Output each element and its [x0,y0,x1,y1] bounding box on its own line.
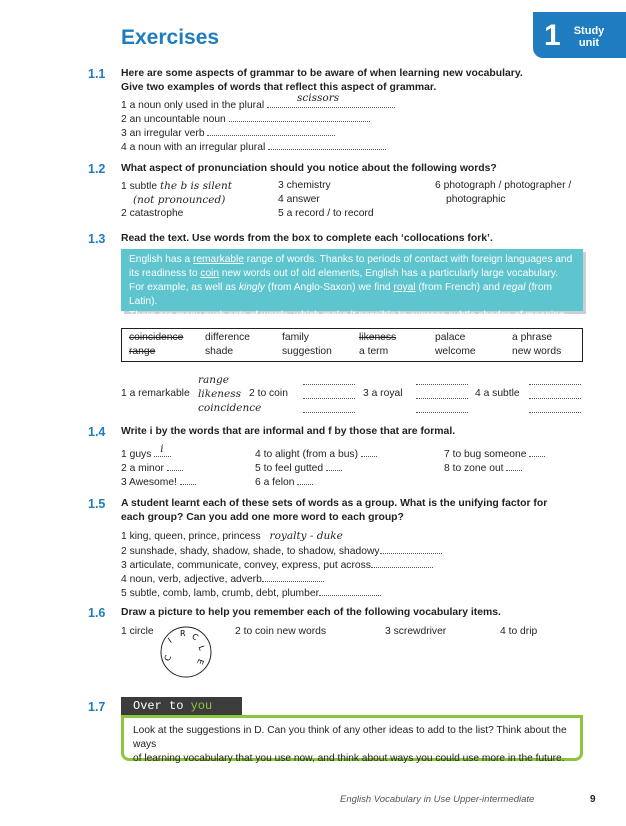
text-line-3 [129,281,575,309]
box-word: welcome [435,346,476,357]
unit-label-study: Study [573,25,605,37]
over-to-label: Over to [133,699,191,713]
exercise-1-4-item-2 [121,461,183,474]
handwritten-answer: royalty - duke [269,530,343,542]
exercise-1-1-instruction [121,67,523,95]
answer-line[interactable] [268,140,386,150]
circle-letter: C [162,653,173,663]
answer-line[interactable] [529,447,545,457]
handwritten-answer: i [160,443,164,455]
item-text: 1 king, queen, prince, princess [121,531,261,542]
text-run: new words out of old elements, English has a particularly large vocabulary. [219,268,559,279]
instruction-line-2: Give two examples of words that reflect this aspect of grammar. [121,82,437,93]
exercise-1-5-item-2 [121,544,442,557]
exercise-1-5-item-3 [121,558,433,571]
item-text: 2 a minor [121,463,164,474]
exercise-1-5-item-4 [121,572,324,585]
exercise-1-2-item-5: 5 a record / to record [278,208,374,219]
fork-1-answer-1: range [198,374,229,386]
exercise-number-1-3: 1.3 [88,232,106,246]
item-text: 1 subtle [121,181,158,192]
answer-line[interactable] [380,544,442,554]
box-word: likeness [359,332,397,343]
underlined-word: royal [393,282,416,293]
fork-4-blank-2[interactable] [529,389,581,399]
exercise-1-2-item-3: 3 chemistry [278,180,331,191]
exercise-number-1-6: 1.6 [88,606,106,620]
fork-3-blank-1[interactable] [416,375,468,385]
exercise-1-4-item-3 [121,475,196,488]
circle-letter: R [180,629,186,638]
text-line-1 [129,253,575,267]
footer-book-title: English Vocabulary in Use Upper-intermediate [340,794,535,805]
handwritten-answer-2: (not pronounced) [133,194,226,206]
instruction-line-1: Here are some aspects of grammar to be aware of when learning new vocabulary. [121,68,523,79]
text-line-2 [129,267,575,281]
text-line-4 [129,309,575,323]
item-text: 5 to feel gutted [255,463,324,474]
fork-1-answer-2: likeness [198,388,242,400]
answer-line[interactable] [262,572,324,582]
page-number: 9 [590,794,596,805]
item-text: 7 to bug someone [444,449,527,460]
answer-line[interactable] [267,92,395,108]
item-text: 2 sunshade, shady, shadow, shade, to shadow, shadowy [121,546,380,557]
box-word: palace [435,332,466,343]
exercise-number-1-1: 1.1 [88,67,106,81]
answer-line[interactable] [326,461,342,471]
underlined-word: subtle [448,310,476,321]
item-text: 3 an irregular verb [121,128,205,139]
item-text: 3 Awesome! [121,477,177,488]
word-box [121,328,583,362]
fork-3-blank-3[interactable] [416,403,468,413]
box-word: coincidence [129,332,184,343]
fork-2-blank-1[interactable] [303,375,355,385]
text-run: its readiness to [129,268,201,279]
text-run: There are many such sets of words, which make it possible to express [129,310,449,321]
answer-line[interactable] [229,112,370,122]
exercise-1-4-instruction: Write i by the words that are informal and f by those that are formal. [121,426,456,437]
underlined-word: coin [200,268,220,279]
item-text: 3 articulate, communicate, convey, express, put across [121,560,371,571]
italic-word: regal [502,282,526,293]
box-word: family [282,332,309,343]
exercise-1-4-item-8 [444,461,522,474]
exercise-1-4-item-1 [121,443,171,460]
exercise-1-3-instruction: Read the text. Use words from the box to complete each ‘collocations fork’. [121,233,493,244]
exercise-1-1-item-1 [121,92,395,111]
study-unit-badge [533,12,626,58]
text-run: (from Latin). [129,282,552,307]
over-to-you-tab [121,697,242,716]
unit-label [567,25,611,49]
page-title: Exercises [121,26,220,49]
handwritten-answer: scissors [297,92,340,104]
exercise-1-5-instruction [121,497,547,525]
circle-letter: E [195,657,206,666]
item-text: 1 guys [121,449,152,460]
fork-2-blank-3[interactable] [303,403,355,413]
item-text: 8 to zone out [444,463,504,474]
circle-letter: I [166,636,174,645]
italic-word: kingly [238,282,265,293]
exercise-1-2-item-1 [121,180,232,192]
exercise-1-2-instruction: What aspect of pronunciation should you notice about the following words? [121,163,497,174]
exercise-1-1-item-4 [121,140,386,153]
instruction-line-1: A student learnt each of these sets of words as a group. What is the unifying factor for [121,498,548,509]
item-text: 5 subtle, comb, lamb, crumb, debt, plumber [121,588,320,599]
fork-3-blank-2[interactable] [416,389,468,399]
over-to-you-line-2: of learning vocabulary that you use now, and think about ways you could use more in the future. [133,753,565,764]
over-to-you-box [121,715,583,764]
box-word: difference [205,332,251,343]
box-word: new words [512,346,562,357]
fork-4-blank-3[interactable] [529,403,581,413]
item-text: 6 a felon [255,477,295,488]
text-run: English has a [129,254,193,265]
exercise-1-2-item-2: 2 catastrophe [121,208,184,219]
fork-2-label: 2 to coin [249,388,288,399]
box-word: a phrase [512,332,553,343]
handwritten-answer: the b is silent [159,180,232,192]
exercise-1-1-item-2 [121,112,370,125]
answer-line[interactable] [319,586,381,596]
reading-text-box [121,249,583,321]
fork-4-blank-1[interactable] [529,375,581,385]
exercise-1-2-item-6-cont: photographic [446,194,506,205]
circle-letter: C [190,631,200,643]
exercise-1-2-item-4: 4 answer [278,194,320,205]
exercise-1-1-item-3 [121,126,335,139]
fork-2-blank-2[interactable] [303,389,355,399]
exercise-1-6-instruction: Draw a picture to help you remember each of the following vocabulary items. [121,607,501,618]
unit-label-unit: unit [578,37,600,49]
exercise-number-1-7: 1.7 [88,700,106,714]
you-label: you [190,699,213,713]
underlined-word: remarkable [193,254,244,265]
over-to-you-line-1: Look at the suggestions in D. Can you think of any other ideas to add to the list? Think about the ways [133,725,567,750]
fork-1-label: 1 a remarkable [121,388,190,399]
box-word: range [129,346,156,357]
box-word: shade [205,346,234,357]
answer-line[interactable] [297,475,313,485]
exercise-1-6-item-1: 1 circle [121,626,154,637]
exercise-number-1-5: 1.5 [88,497,106,511]
text-run: For example, as well as [129,282,239,293]
item-text: 1 a noun only used in the plural [121,100,265,111]
exercise-1-4-item-5 [255,461,342,474]
fork-1-answer-3: coincidence [198,402,262,414]
fork-3-label: 3 a royal [363,388,403,399]
unit-number: 1 [544,19,561,52]
fork-4-label: 4 a subtle [475,388,520,399]
circle-letter: L [196,644,207,652]
circle-word-drawing [158,624,214,680]
answer-line[interactable] [361,447,377,457]
answer-line[interactable] [506,461,522,471]
item-text: 4 a noun with an irregular plural [121,142,266,153]
answer-line[interactable] [207,126,335,136]
text-run: range of words. Thanks to periods of contact with foreign languages and [243,254,573,265]
item-text: 4 to alight (from a bus) [255,449,359,460]
exercise-1-5-item-5 [121,586,381,599]
exercise-1-6-item-3: 3 screwdriver [385,626,447,637]
box-word: a term [359,346,389,357]
answer-line[interactable] [167,461,183,471]
exercise-number-1-2: 1.2 [88,162,106,176]
exercise-number-1-4: 1.4 [88,425,106,439]
exercise-1-2-item-6: 6 photograph / photographer / [435,180,572,191]
answer-line[interactable] [371,558,433,568]
exercise-1-4-item-4 [255,447,377,460]
instruction-line-2: each group? Can you add one more word to each group? [121,512,404,523]
text-run: shades of meaning. [475,310,568,321]
item-text: 2 an uncountable noun [121,114,226,125]
exercise-1-4-item-6 [255,475,313,488]
answer-line[interactable] [180,475,196,485]
exercise-1-5-item-1 [121,530,343,542]
item-text: 4 noun, verb, adjective, adverb [121,574,262,585]
text-run: (from French) and [415,282,503,293]
exercise-1-6-item-2: 2 to coin new words [235,626,327,637]
box-word: suggestion [282,346,332,357]
text-run: (from Anglo-Saxon) we find [264,282,394,293]
exercise-1-6-item-4: 4 to drip [500,626,538,637]
answer-line[interactable] [154,443,171,457]
exercise-1-4-item-7 [444,447,545,460]
